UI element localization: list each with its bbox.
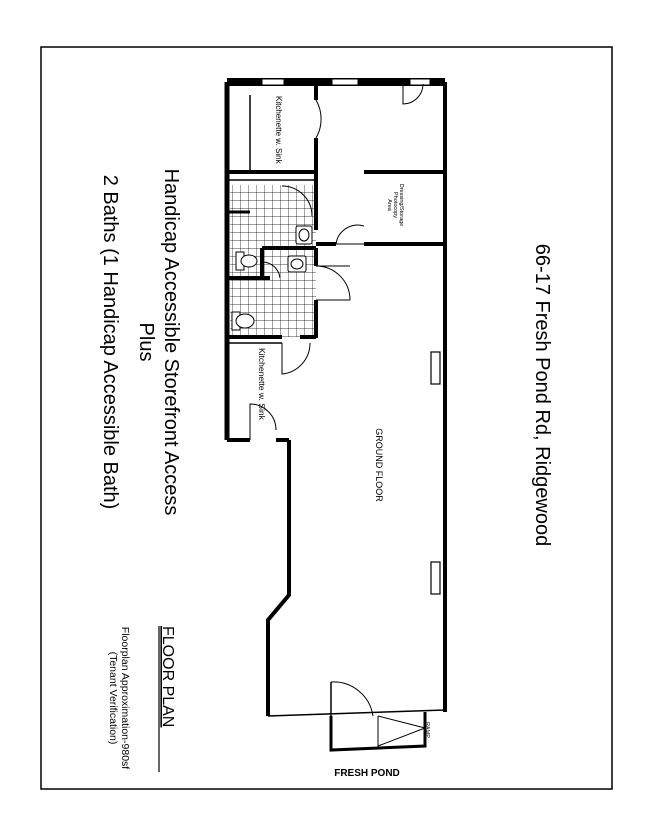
svg-text:Handicap Accessible Storefront: Handicap Accessible Storefront Access <box>160 168 182 516</box>
ground-floor-label: GROUND FLOOR <box>374 428 384 502</box>
approx-note: Floorplan Approximation-980sf <box>119 626 131 770</box>
svg-text:Photocopy: Photocopy <box>392 192 398 218</box>
address-heading: 66-17 Fresh Pond Rd, Ridgewood <box>531 243 553 547</box>
accessibility-note <box>99 169 182 516</box>
floor-plan-title: FLOOR PLAN <box>159 626 176 728</box>
ramp-label: RAMP <box>424 722 430 738</box>
svg-text:Plus: Plus <box>135 322 157 362</box>
street-label: FRESH POND <box>334 768 400 779</box>
svg-text:Area: Area <box>386 199 392 211</box>
wall-niches <box>431 352 440 594</box>
dressing-area-label <box>386 184 404 227</box>
svg-text:2 Baths (1 Handicap Accessible: 2 Baths (1 Handicap Accessible Bath) <box>99 174 121 510</box>
storefront-window <box>268 710 445 716</box>
svg-text:Dressing/Storage: Dressing/Storage <box>398 183 404 227</box>
kitchenette-top-label: Kitchenette w. Sink <box>274 96 283 164</box>
kitchenette-mid-label: Kitchenette w. Sink <box>257 348 267 420</box>
tenant-note: (Tenant Verification) <box>107 651 119 745</box>
entry-vestibule <box>331 682 425 750</box>
